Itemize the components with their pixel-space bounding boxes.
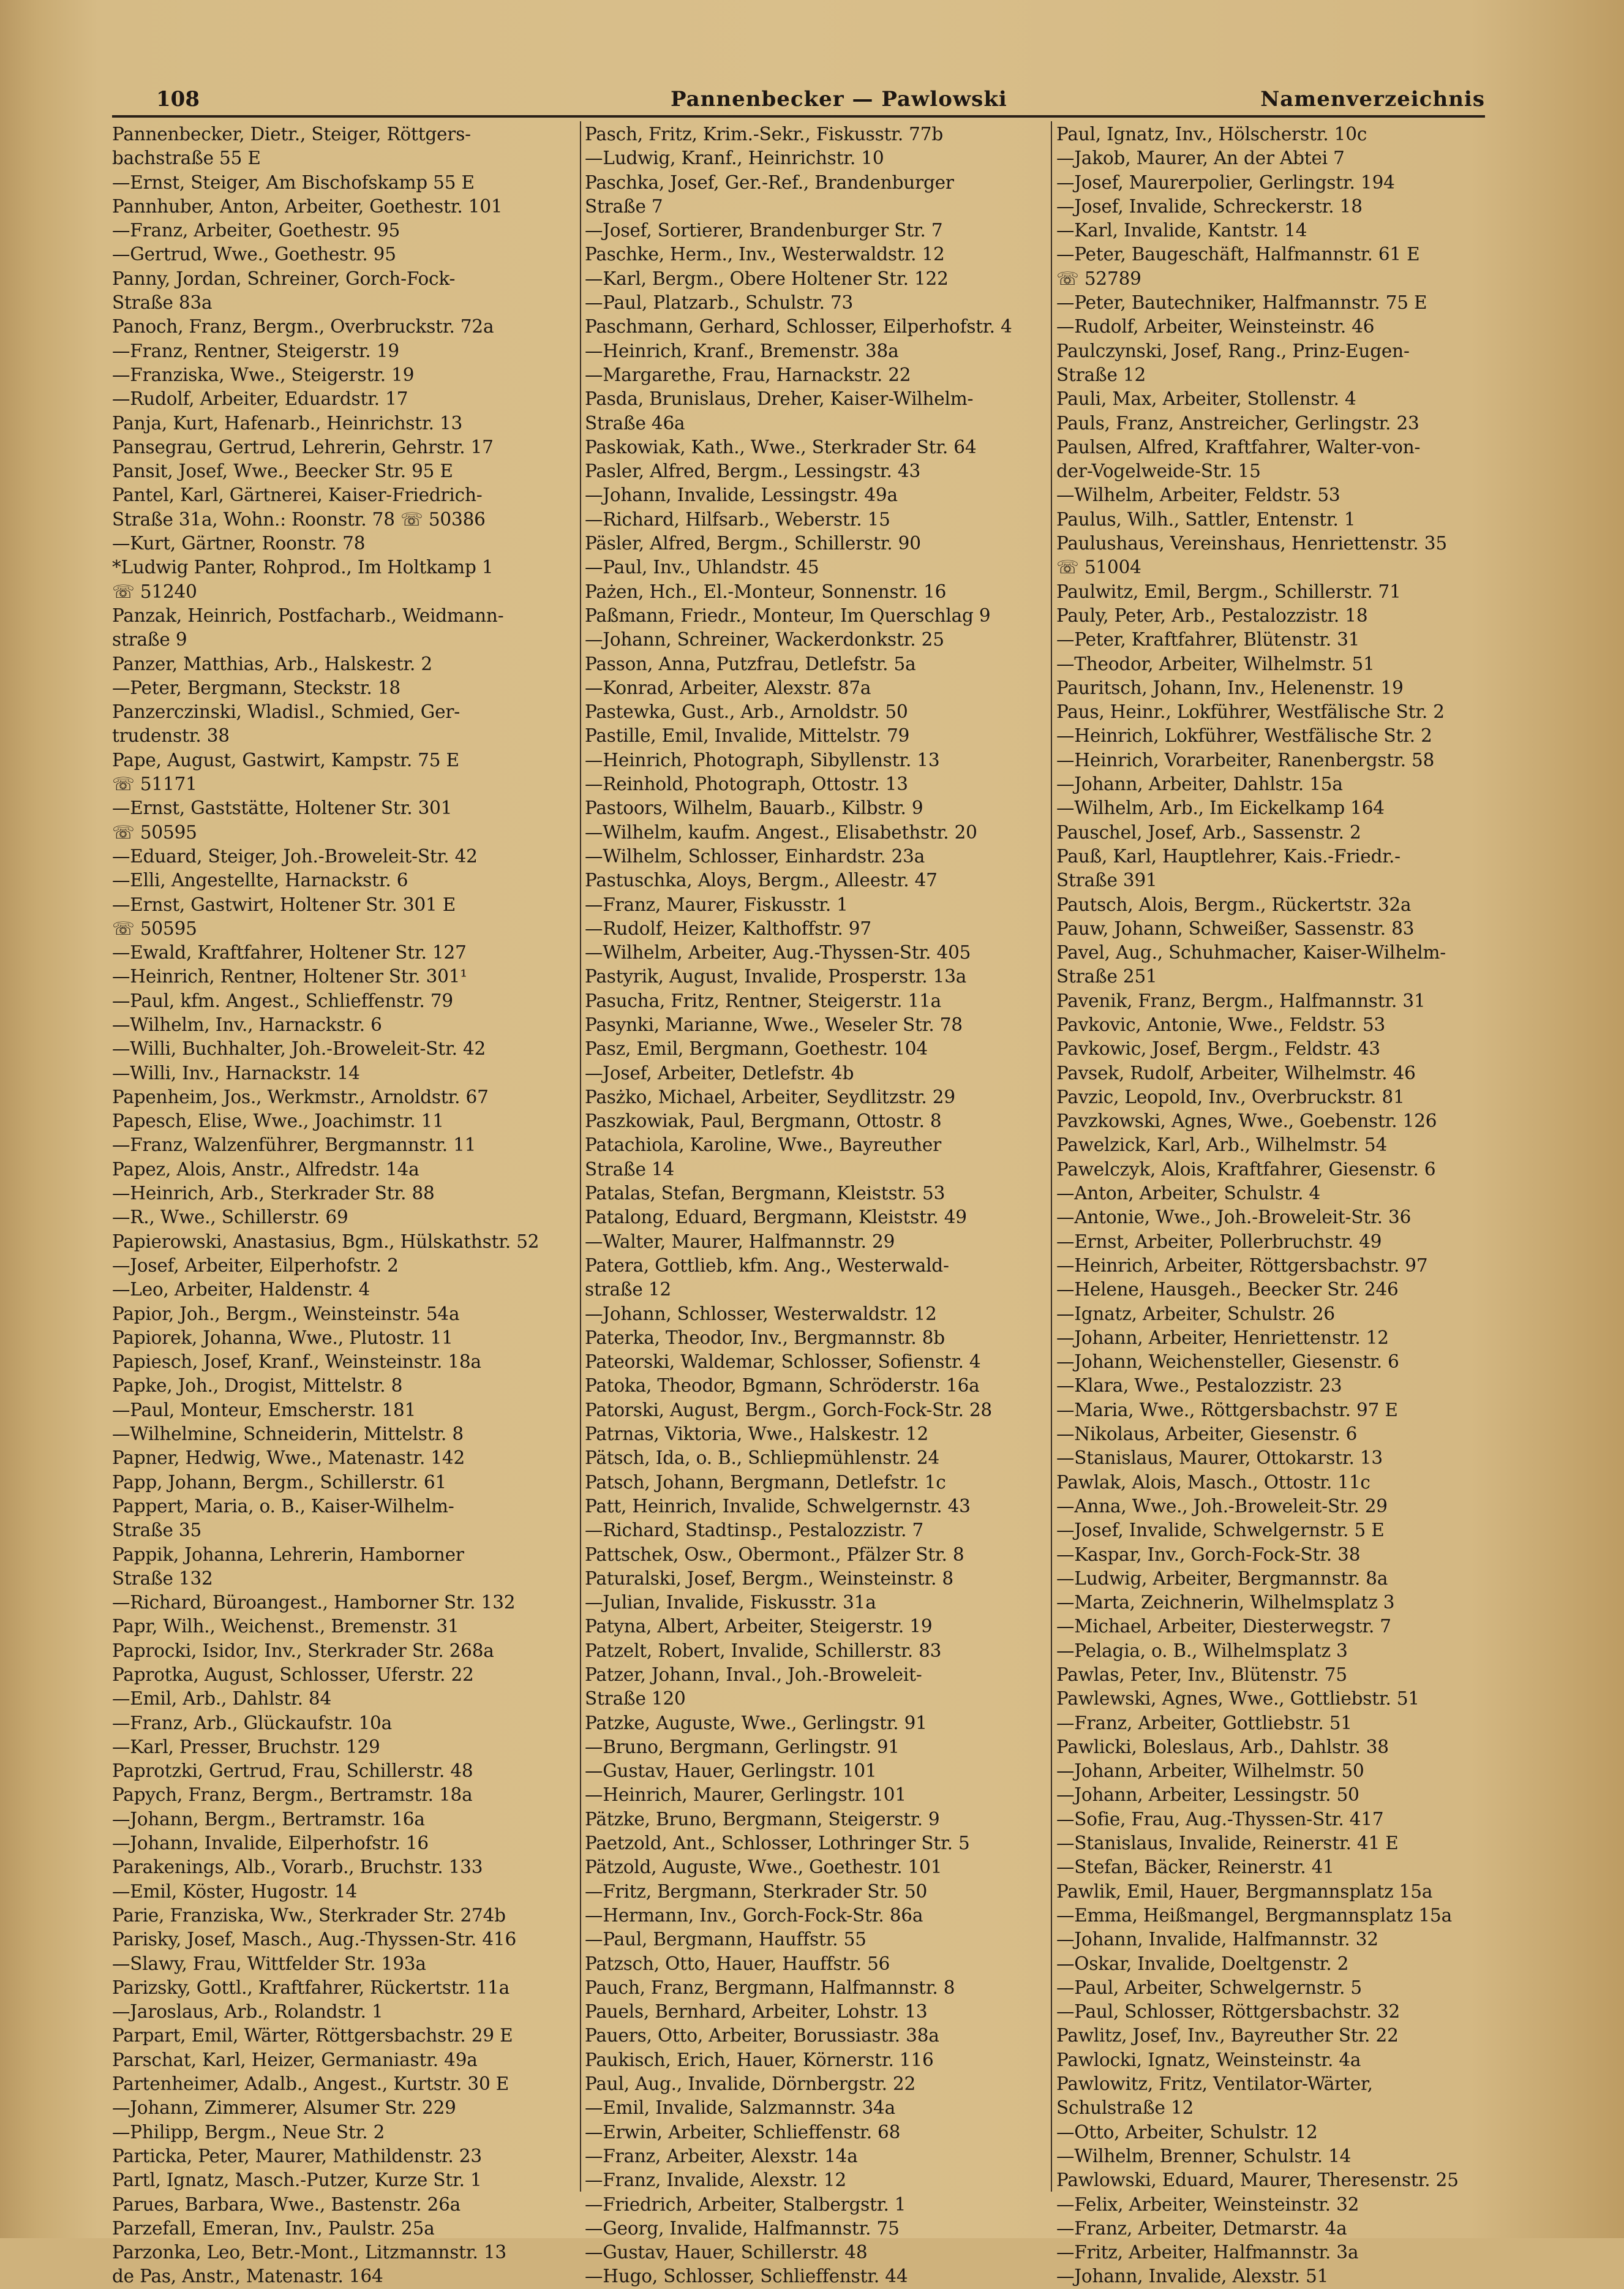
directory-entry: Pawlak, Alois, Masch., Ottostr. 11c xyxy=(1056,1471,1370,1493)
directory-entry: Päsler, Alfred, Bergm., Schillerstr. 90 xyxy=(585,533,921,554)
directory-entry: —Franz, Invalide, Alexstr. 12 xyxy=(585,2170,847,2191)
page-header xyxy=(156,85,1485,116)
directory-entry: —Franziska, Wwe., Steigerstr. 19 xyxy=(112,364,415,385)
directory-entry: Pastyrik, August, Invalide, Prosperstr. 13a xyxy=(585,966,967,987)
directory-entry: Pätsch, Ida, o. B., Schliepmühlenstr. 24 xyxy=(585,1447,940,1469)
directory-entry: Papior, Joh., Bergm., Weinsteinstr. 54a xyxy=(112,1303,460,1324)
directory-entry: Paulus, Wilh., Sattler, Entenstr. 1 xyxy=(1056,508,1356,530)
directory-entry: —Johann, Invalide, Eilperhofstr. 16 xyxy=(112,1833,429,1854)
directory-entry: Parie, Franziska, Ww., Sterkrader Str. 274b xyxy=(112,1904,506,1926)
directory-entry: —Antonie, Wwe., Joh.-Broweleit-Str. 36 xyxy=(1056,1207,1412,1228)
directory-entry: —Heinrich, Rentner, Holtener Str. 301¹ xyxy=(112,966,467,987)
directory-entry: Paschka, Josef, Ger.-Ref., Brandenburger xyxy=(585,172,954,193)
directory-entry: Papner, Hedwig, Wwe., Matenastr. 142 xyxy=(112,1447,465,1469)
directory-entry: Pastuschka, Aloys, Bergm., Alleestr. 47 xyxy=(585,870,938,891)
directory-entry: —Wilhelm, Brenner, Schulstr. 14 xyxy=(1056,2145,1351,2166)
directory-entry: —Stanislaus, Invalide, Reinerstr. 41 E xyxy=(1056,1833,1399,1854)
directory-entry: Pauers, Otto, Arbeiter, Borussiastr. 38a xyxy=(585,2025,939,2046)
directory-entry: —Walter, Maurer, Halfmannstr. 29 xyxy=(585,1231,895,1252)
directory-entry: —Reinhold, Photograph, Ottostr. 13 xyxy=(585,774,908,795)
directory-entry: —Ewald, Kraftfahrer, Holtener Str. 127 xyxy=(112,942,467,963)
directory-entry: ☏ 51240 xyxy=(112,581,197,602)
directory-entry: Pawlik, Emil, Hauer, Bergmannsplatz 15a xyxy=(1056,1880,1433,1902)
directory-entry: —Paul, Arbeiter, Schwelgernstr. 5 xyxy=(1056,1977,1363,1998)
directory-entry: der-Vogelweide-Str. 15 xyxy=(1056,461,1261,482)
directory-entry: —Josef, Maurerpolier, Gerlingstr. 194 xyxy=(1056,172,1395,193)
directory-entry: Paulczynski, Josef, Rang., Prinz-Eugen- xyxy=(1056,340,1410,361)
directory-entry: Pauls, Franz, Anstreicher, Gerlingstr. 23 xyxy=(1056,412,1419,434)
directory-entry: —Franz, Arbeiter, Alexstr. 14a xyxy=(585,2145,858,2166)
directory-entry: *Ludwig Panter, Rohprod., Im Holtkamp 1 xyxy=(112,557,494,578)
directory-entry: —Rudolf, Arbeiter, Eduardstr. 17 xyxy=(112,388,408,410)
directory-entry: —Anna, Wwe., Joh.-Broweleit-Str. 29 xyxy=(1056,1495,1388,1517)
directory-entry: —Georg, Invalide, Halfmannstr. 75 xyxy=(585,2217,900,2239)
directory-entry: Paulwitz, Emil, Bergm., Schillerstr. 71 xyxy=(1056,581,1401,602)
directory-entry: Parzonka, Leo, Betr.-Mont., Litzmannstr. 13 xyxy=(112,2242,506,2263)
directory-entry: —Ernst, Steiger, Am Bischofskamp 55 E xyxy=(112,172,475,193)
directory-entry: Straße 391 xyxy=(1056,870,1157,891)
directory-entry: Panoch, Franz, Bergm., Overbruckstr. 72a xyxy=(112,316,494,338)
directory-entry: —Philipp, Bergm., Neue Str. 2 xyxy=(112,2121,385,2143)
directory-entry: ☏ 50595 xyxy=(112,918,197,939)
directory-entry: Panzer, Matthias, Arb., Halskestr. 2 xyxy=(112,653,432,674)
directory-entry: Papp, Johann, Bergm., Schillerstr. 61 xyxy=(112,1471,447,1493)
column-2 xyxy=(585,123,1047,2287)
directory-entry: —Paul, Monteur, Emscherstr. 181 xyxy=(112,1399,416,1420)
directory-entry: —Ernst, Arbeiter, Pollerbruchstr. 49 xyxy=(1056,1231,1382,1252)
directory-entry: —Heinrich, Vorarbeiter, Ranenbergstr. 58 xyxy=(1056,749,1435,771)
directory-entry: Pavsek, Rudolf, Arbeiter, Wilhelmstr. 46 xyxy=(1056,1062,1416,1084)
directory-entry: —Franz, Arb., Glückaufstr. 10a xyxy=(112,1712,393,1733)
directory-entry: —Kurt, Gärtner, Roonstr. 78 xyxy=(112,533,366,554)
directory-entry: Paschke, Herm., Inv., Westerwaldstr. 12 xyxy=(585,244,945,265)
directory-entry: —Jaroslaus, Arb., Rolandstr. 1 xyxy=(112,2001,383,2023)
directory-entry: Pauch, Franz, Bergmann, Halfmannstr. 8 xyxy=(585,1977,955,1998)
directory-entry: —Wilhelm, Arbeiter, Feldstr. 53 xyxy=(1056,485,1340,506)
directory-entry: Paprocki, Isidor, Inv., Sterkrader Str. 268a xyxy=(112,1640,494,1661)
directory-entry: Pauschel, Josef, Arb., Sassenstr. 2 xyxy=(1056,821,1361,843)
directory-entry: Pasynki, Marianne, Wwe., Weseler Str. 78 xyxy=(585,1014,963,1035)
directory-entry: ☏ 50595 xyxy=(112,821,197,843)
header-rule xyxy=(112,115,1485,118)
directory-entry: Patzelt, Robert, Invalide, Schillerstr. 83 xyxy=(585,1640,942,1661)
directory-entry: Pätzke, Bruno, Bergmann, Steigerstr. 9 xyxy=(585,1808,940,1830)
column-divider xyxy=(1051,121,1052,2192)
directory-entry: —Nikolaus, Arbeiter, Giesenstr. 6 xyxy=(1056,1424,1358,1445)
directory-entry: —Anton, Arbeiter, Schulstr. 4 xyxy=(1056,1183,1321,1204)
directory-entry: Pasz, Emil, Bergmann, Goethestr. 104 xyxy=(585,1038,928,1060)
directory-entry: Paul, Ignatz, Inv., Hölscherstr. 10c xyxy=(1056,124,1367,145)
directory-entry: Partenheimer, Adalb., Angest., Kurtstr. 30 E xyxy=(112,2073,509,2095)
directory-entry: —Stefan, Bäcker, Reinerstr. 41 xyxy=(1056,1857,1334,1878)
directory-entry: Paprotka, August, Schlosser, Uferstr. 22 xyxy=(112,1664,474,1685)
directory-entry: Pavkowic, Josef, Bergm., Feldstr. 43 xyxy=(1056,1038,1380,1060)
directory-entry: trudenstr. 38 xyxy=(112,725,230,747)
directory-entry: Parschat, Karl, Heizer, Germaniastr. 49a xyxy=(112,2049,478,2070)
directory-entry: —Paul, Schlosser, Röttgersbachstr. 32 xyxy=(1056,2001,1400,2023)
directory-entry: —Gustav, Hauer, Gerlingstr. 101 xyxy=(585,1760,877,1782)
directory-entry: —Helene, Hausgeh., Beecker Str. 246 xyxy=(1056,1279,1399,1300)
directory-entry: Papych, Franz, Bergm., Bertramstr. 18a xyxy=(112,1784,473,1806)
directory-entry: —Heinrich, Arbeiter, Röttgersbachstr. 97 xyxy=(1056,1254,1428,1276)
directory-entry: —Stanislaus, Maurer, Ottokarstr. 13 xyxy=(1056,1447,1383,1469)
directory-entry: —Fritz, Bergmann, Sterkrader Str. 50 xyxy=(585,1880,928,1902)
directory-entry: —Ludwig, Kranf., Heinrichstr. 10 xyxy=(585,148,884,169)
directory-entry: Pauly, Peter, Arb., Pestalozzistr. 18 xyxy=(1056,605,1368,626)
directory-entry: —Sofie, Frau, Aug.-Thyssen-Str. 417 xyxy=(1056,1808,1384,1830)
directory-entry: —Ignatz, Arbeiter, Schulstr. 26 xyxy=(1056,1303,1335,1324)
directory-entry: —Heinrich, Photograph, Sibyllenstr. 13 xyxy=(585,749,940,771)
directory-entry: Pasucha, Fritz, Rentner, Steigerstr. 11a xyxy=(585,990,942,1011)
directory-entry: ☏ 51004 xyxy=(1056,557,1141,578)
directory-entry: Papke, Joh., Drogist, Mittelstr. 8 xyxy=(112,1375,403,1397)
directory-entry: Pavkovic, Antonie, Wwe., Feldstr. 53 xyxy=(1056,1014,1386,1035)
directory-entry: —Konrad, Arbeiter, Alexstr. 87a xyxy=(585,677,871,698)
directory-entry: —Paul, Bergmann, Hauffstr. 55 xyxy=(585,1929,867,1950)
directory-entry: —R., Wwe., Schillerstr. 69 xyxy=(112,1207,348,1228)
directory-entry: Parakenings, Alb., Vorarb., Bruchstr. 133 xyxy=(112,1857,483,1878)
directory-entry: Patsch, Johann, Bergmann, Detlefstr. 1c xyxy=(585,1471,946,1493)
directory-entry: —Margarethe, Frau, Harnackstr. 22 xyxy=(585,364,911,385)
directory-entry: Pawelzick, Karl, Arb., Wilhelmstr. 54 xyxy=(1056,1134,1388,1156)
directory-entry: Pawlicki, Boleslaus, Arb., Dahlstr. 38 xyxy=(1056,1736,1389,1757)
directory-entry: —Wilhelm, kaufm. Angest., Elisabethstr. 20 xyxy=(585,821,977,843)
directory-entry: Patrnas, Viktoria, Wwe., Halskestr. 12 xyxy=(585,1424,929,1445)
directory-entry: Pauels, Bernhard, Arbeiter, Lohstr. 13 xyxy=(585,2001,928,2023)
directory-entry: Paul, Aug., Invalide, Dörnbergstr. 22 xyxy=(585,2073,916,2095)
directory-entry: —Emil, Köster, Hugostr. 14 xyxy=(112,1880,358,1902)
directory-entry: —Paul, Platzarb., Schulstr. 73 xyxy=(585,292,854,314)
directory-entry: Papr, Wilh., Weichenst., Bremenstr. 31 xyxy=(112,1616,459,1637)
directory-entry: Pätzold, Auguste, Wwe., Goethestr. 101 xyxy=(585,1857,942,1878)
directory-entry: Pawlas, Peter, Inv., Blütenstr. 75 xyxy=(1056,1664,1347,1685)
directory-entry: —Franz, Arbeiter, Gottliebstr. 51 xyxy=(1056,1712,1352,1733)
directory-entry: —Bruno, Bergmann, Gerlingstr. 91 xyxy=(585,1736,900,1757)
directory-entry: Straße 83a xyxy=(112,292,212,314)
directory-entry: —Wilhelm, Arb., Im Eickelkamp 164 xyxy=(1056,798,1385,819)
directory-entry: —Emil, Arb., Dahlstr. 84 xyxy=(112,1688,332,1710)
directory-entry: Straße 7 xyxy=(585,195,663,217)
directory-entry: —Gertrud, Wwe., Goethestr. 95 xyxy=(112,244,396,265)
directory-entry: Pantel, Karl, Gärtnerei, Kaiser-Friedrich- xyxy=(112,485,483,506)
directory-entry: —Julian, Invalide, Fiskusstr. 31a xyxy=(585,1592,876,1613)
directory-entry: —Maria, Wwe., Röttgersbachstr. 97 E xyxy=(1056,1399,1398,1420)
directory-entry: —Otto, Arbeiter, Schulstr. 12 xyxy=(1056,2121,1318,2143)
directory-entry: —Peter, Kraftfahrer, Blütenstr. 31 xyxy=(1056,629,1360,650)
directory-entry: Pażen, Hch., El.-Monteur, Sonnenstr. 16 xyxy=(585,581,947,602)
directory-entry: Panny, Jordan, Schreiner, Gorch-Fock- xyxy=(112,268,456,289)
directory-entry: Straße 120 xyxy=(585,1688,686,1710)
directory-entry: —Slawy, Frau, Wittfelder Str. 193a xyxy=(112,1953,426,1974)
directory-entry: Pastille, Emil, Invalide, Mittelstr. 79 xyxy=(585,725,910,747)
directory-entry: Papesch, Elise, Wwe., Joachimstr. 11 xyxy=(112,1111,444,1132)
section-title: Namenverzeichnis xyxy=(1260,87,1485,111)
directory-entry: —Franz, Maurer, Fiskusstr. 1 xyxy=(585,894,848,915)
directory-entry: —Marta, Zeichnerin, Wilhelmsplatz 3 xyxy=(1056,1592,1395,1613)
directory-entry: Passon, Anna, Putzfrau, Detlefstr. 5a xyxy=(585,653,916,674)
directory-entry: —Wilhelmine, Schneiderin, Mittelstr. 8 xyxy=(112,1424,464,1445)
directory-entry: —Jakob, Maurer, An der Abtei 7 xyxy=(1056,148,1345,169)
directory-entry: —Rudolf, Arbeiter, Weinsteinstr. 46 xyxy=(1056,316,1375,338)
directory-entry: —Josef, Invalide, Schwelgernstr. 5 E xyxy=(1056,1520,1385,1541)
directory-entry: Patzsch, Otto, Hauer, Hauffstr. 56 xyxy=(585,1953,890,1974)
directory-entry: Parues, Barbara, Wwe., Bastenstr. 26a xyxy=(112,2193,461,2215)
directory-entry: —Wilhelm, Inv., Harnackstr. 6 xyxy=(112,1014,382,1035)
directory-entry: —Franz, Walzenführer, Bergmannstr. 11 xyxy=(112,1134,476,1156)
directory-entry: —Heinrich, Lokführer, Westfälische Str. 2 xyxy=(1056,725,1432,747)
directory-entry: —Elli, Angestellte, Harnackstr. 6 xyxy=(112,870,408,891)
directory-entry: —Heinrich, Arb., Sterkrader Str. 88 xyxy=(112,1183,435,1204)
directory-entry: Pawlitz, Josef, Inv., Bayreuther Str. 22 xyxy=(1056,2025,1399,2046)
directory-entry: Paturalski, Josef, Bergm., Weinsteinstr. 8 xyxy=(585,1567,953,1589)
directory-entry: Panzak, Heinrich, Postfacharb., Weidmann- xyxy=(112,605,504,626)
directory-entry: —Franz, Arbeiter, Goethestr. 95 xyxy=(112,220,400,241)
directory-entry: —Ernst, Gastwirt, Holtener Str. 301 E xyxy=(112,894,456,915)
directory-entry: —Johann, Arbeiter, Dahlstr. 15a xyxy=(1056,774,1343,795)
directory-entry: —Johann, Schreiner, Wackerdonkstr. 25 xyxy=(585,629,944,650)
directory-entry: Paetzold, Ant., Schlosser, Lothringer Str. 5 xyxy=(585,1833,970,1854)
directory-entry: Paulsen, Alfred, Kraftfahrer, Walter-von- xyxy=(1056,436,1421,458)
directory-entry: Papiesch, Josef, Kranf., Weinsteinstr. 18a xyxy=(112,1351,481,1373)
directory-entry: Particka, Peter, Maurer, Mathildenstr. 23 xyxy=(112,2145,482,2166)
directory-entry: Straße 251 xyxy=(1056,966,1157,987)
directory-entry: Pastoors, Wilhelm, Bauarb., Kilbstr. 9 xyxy=(585,798,923,819)
directory-entry: Straße 132 xyxy=(112,1567,213,1589)
directory-entry: Schulstraße 12 xyxy=(1056,2097,1194,2119)
directory-entry: Papierowski, Anastasius, Bgm., Hülskathstr. 52 xyxy=(112,1231,539,1252)
directory-entry: ☏ 52789 xyxy=(1056,268,1141,289)
directory-entry: Patzke, Auguste, Wwe., Gerlingstr. 91 xyxy=(585,1712,927,1733)
column-divider xyxy=(580,121,581,2192)
directory-entry: —Kaspar, Inv., Gorch-Fock-Str. 38 xyxy=(1056,1544,1361,1565)
directory-entry: —Willi, Buchhalter, Joh.-Broweleit-Str. 42 xyxy=(112,1038,486,1060)
directory-entry: Paulushaus, Vereinshaus, Henriettenstr. 35 xyxy=(1056,533,1447,554)
directory-entry: —Karl, Presser, Bruchstr. 129 xyxy=(112,1736,380,1757)
directory-entry: Paukisch, Erich, Hauer, Körnerstr. 116 xyxy=(585,2049,934,2070)
directory-entry: Straße 14 xyxy=(585,1158,675,1180)
directory-entry: ☏ 51171 xyxy=(112,774,197,795)
directory-entry: Pasżko, Michael, Arbeiter, Seydlitzstr. 29 xyxy=(585,1086,955,1107)
directory-entry: —Peter, Baugeschäft, Halfmannstr. 61 E xyxy=(1056,244,1420,265)
directory-entry: bachstraße 55 E xyxy=(112,148,261,169)
directory-entry: —Richard, Stadtinsp., Pestalozzistr. 7 xyxy=(585,1520,924,1541)
directory-entry: Patoka, Theodor, Bgmann, Schröderstr. 16a xyxy=(585,1375,980,1397)
directory-entry: Papenheim, Jos., Werkmstr., Arnoldstr. 67 xyxy=(112,1086,489,1107)
directory-entry: Panzerczinski, Wladisl., Schmied, Ger- xyxy=(112,701,461,723)
directory-entry: Pavzkowski, Agnes, Wwe., Goebenstr. 126 xyxy=(1056,1111,1437,1132)
directory-entry: —Oskar, Invalide, Doeltgenstr. 2 xyxy=(1056,1953,1349,1974)
directory-entry: —Johann, Arbeiter, Henriettenstr. 12 xyxy=(1056,1327,1389,1348)
directory-entry: —Johann, Invalide, Alexstr. 51 xyxy=(1056,2266,1329,2287)
directory-entry: —Johann, Zimmerer, Alsumer Str. 229 xyxy=(112,2097,456,2119)
directory-entry: —Hermann, Inv., Gorch-Fock-Str. 86a xyxy=(585,1904,923,1926)
directory-entry: Papiorek, Johanna, Wwe., Plutostr. 11 xyxy=(112,1327,453,1348)
directory-entry: —Hugo, Schlosser, Schlieffenstr. 44 xyxy=(585,2266,908,2287)
directory-entry: Patorski, August, Bergm., Gorch-Fock-Str. 28 xyxy=(585,1399,992,1420)
directory-entry: —Richard, Hilfsarb., Weberstr. 15 xyxy=(585,508,890,530)
directory-entry: Pawlowski, Eduard, Maurer, Theresenstr. 25 xyxy=(1056,2170,1459,2191)
directory-entry: —Peter, Bergmann, Steckstr. 18 xyxy=(112,677,400,698)
directory-entry: Patalong, Eduard, Bergmann, Kleiststr. 49 xyxy=(585,1207,967,1228)
directory-entry: —Erwin, Arbeiter, Schlieffenstr. 68 xyxy=(585,2121,901,2143)
directory-entry: Pavzic, Leopold, Inv., Overbruckstr. 81 xyxy=(1056,1086,1405,1107)
directory-entry: —Emil, Invalide, Salzmannstr. 34a xyxy=(585,2097,895,2119)
directory-entry: Pavel, Aug., Schuhmacher, Kaiser-Wilhelm- xyxy=(1056,942,1446,963)
directory-entry: Paprotzki, Gertrud, Frau, Schillerstr. 48 xyxy=(112,1760,473,1782)
directory-entry: —Wilhelm, Schlosser, Einhardstr. 23a xyxy=(585,845,925,867)
directory-entry: —Ernst, Gaststätte, Holtener Str. 301 xyxy=(112,798,453,819)
column-3 xyxy=(1056,123,1497,2287)
directory-entry: —Emma, Heißmangel, Bergmannsplatz 15a xyxy=(1056,1904,1452,1926)
column-1 xyxy=(112,123,574,2287)
directory-entry: —Friedrich, Arbeiter, Stalbergstr. 1 xyxy=(585,2193,906,2215)
directory-entry: —Johann, Arbeiter, Wilhelmstr. 50 xyxy=(1056,1760,1364,1782)
directory-entry: Pappert, Maria, o. B., Kaiser-Wilhelm- xyxy=(112,1495,454,1517)
directory-entry: Pavenik, Franz, Bergm., Halfmannstr. 31 xyxy=(1056,990,1426,1011)
directory-entry: Parzefall, Emeran, Inv., Paulstr. 25a xyxy=(112,2217,435,2239)
directory-entry: Pauw, Johann, Schweißer, Sassenstr. 83 xyxy=(1056,918,1415,939)
directory-entry: Paszkowiak, Paul, Bergmann, Ottostr. 8 xyxy=(585,1111,942,1132)
directory-entry: Patachiola, Karoline, Wwe., Bayreuther xyxy=(585,1134,942,1156)
directory-entry: Pansit, Josef, Wwe., Beecker Str. 95 E xyxy=(112,461,453,482)
directory-entry: —Heinrich, Kranf., Bremenstr. 38a xyxy=(585,340,899,361)
directory-entry: Paschmann, Gerhard, Schlosser, Eilperhofstr. 4 xyxy=(585,316,1012,338)
directory-entry: —Franz, Rentner, Steigerstr. 19 xyxy=(112,340,399,361)
directory-entry: Pawlewski, Agnes, Wwe., Gottliebstr. 51 xyxy=(1056,1688,1420,1710)
directory-entry: Pauß, Karl, Hauptlehrer, Kais.-Friedr.- xyxy=(1056,845,1400,867)
directory-entry: Pappik, Johanna, Lehrerin, Hamborner xyxy=(112,1544,464,1565)
directory-entry: —Johann, Schlosser, Westerwaldstr. 12 xyxy=(585,1303,937,1324)
directory-entry: Paßmann, Friedr., Monteur, Im Querschlag 9 xyxy=(585,605,991,626)
directory-entry: Pasda, Brunislaus, Dreher, Kaiser-Wilhelm- xyxy=(585,388,974,410)
directory-entry: Parizsky, Gottl., Kraftfahrer, Rückertstr. 11a xyxy=(112,1977,510,1998)
directory-entry: —Rudolf, Heizer, Kalthoffstr. 97 xyxy=(585,918,871,939)
directory-entry: Pauli, Max, Arbeiter, Stollenstr. 4 xyxy=(1056,388,1356,410)
directory-entry: Pateorski, Waldemar, Schlosser, Sofienstr. 4 xyxy=(585,1351,981,1373)
directory-entry: Panja, Kurt, Hafenarb., Heinrichstr. 13 xyxy=(112,412,463,434)
directory-entry: Paskowiak, Kath., Wwe., Sterkrader Str. 64 xyxy=(585,436,977,458)
directory-entry: —Theodor, Arbeiter, Wilhelmstr. 51 xyxy=(1056,653,1375,674)
directory-entry: —Josef, Sortierer, Brandenburger Str. 7 xyxy=(585,220,943,241)
directory-entry: —Johann, Invalide, Halfmannstr. 32 xyxy=(1056,1929,1378,1950)
directory-entry: Straße 46a xyxy=(585,412,685,434)
directory-entry: —Heinrich, Maurer, Gerlingstr. 101 xyxy=(585,1784,906,1806)
directory-entry: straße 9 xyxy=(112,629,187,650)
directory-entry: Pauritsch, Johann, Inv., Helenenstr. 19 xyxy=(1056,677,1404,698)
directory-entry: —Willi, Inv., Harnackstr. 14 xyxy=(112,1062,360,1084)
directory-entry: Paus, Heinr., Lokführer, Westfälische Str. 2 xyxy=(1056,701,1445,723)
directory-entry: Pattschek, Osw., Obermont., Pfälzer Str. 8 xyxy=(585,1544,964,1565)
directory-entry: —Johann, Weichensteller, Giesenstr. 6 xyxy=(1056,1351,1399,1373)
page-number: 108 xyxy=(156,87,200,111)
directory-entry: Straße 31a, Wohn.: Roonstr. 78 ☏ 50386 xyxy=(112,508,486,530)
directory-entry: Papez, Alois, Anstr., Alfredstr. 14a xyxy=(112,1158,419,1180)
directory-entry: Pannhuber, Anton, Arbeiter, Goethestr. 101 xyxy=(112,195,503,217)
directory-entry: Pautsch, Alois, Bergm., Rückertstr. 32a xyxy=(1056,894,1412,915)
directory-entry: —Wilhelm, Arbeiter, Aug.-Thyssen-Str. 405 xyxy=(585,942,971,963)
directory-entry: Pasch, Fritz, Krim.-Sekr., Fiskusstr. 77b xyxy=(585,124,943,145)
directory-entry: —Franz, Arbeiter, Detmarstr. 4a xyxy=(1056,2217,1347,2239)
directory-entry: de Pas, Anstr., Matenastr. 164 xyxy=(112,2266,383,2287)
directory-entry: —Josef, Arbeiter, Detlefstr. 4b xyxy=(585,1062,854,1084)
directory-entry: Straße 12 xyxy=(1056,364,1146,385)
running-head: Pannenbecker — Pawlowski xyxy=(671,87,1007,111)
directory-entry: —Ludwig, Arbeiter, Bergmannstr. 8a xyxy=(1056,1567,1388,1589)
directory-entry: —Pelagia, o. B., Wilhelmsplatz 3 xyxy=(1056,1640,1348,1661)
directory-entry: —Josef, Invalide, Schreckerstr. 18 xyxy=(1056,195,1363,217)
directory-entry: Patyna, Albert, Arbeiter, Steigerstr. 19 xyxy=(585,1616,933,1637)
directory-entry: Pannenbecker, Dietr., Steiger, Röttgers- xyxy=(112,124,471,145)
directory-entry: —Eduard, Steiger, Joh.-Broweleit-Str. 42 xyxy=(112,845,478,867)
directory-entry: —Karl, Invalide, Kantstr. 14 xyxy=(1056,220,1307,241)
directory-entry: —Josef, Arbeiter, Eilperhofstr. 2 xyxy=(112,1254,399,1276)
directory-entry: —Klara, Wwe., Pestalozzistr. 23 xyxy=(1056,1375,1342,1397)
directory-entry: Straße 35 xyxy=(112,1520,202,1541)
directory-entry: —Leo, Arbeiter, Haldenstr. 4 xyxy=(112,1279,370,1300)
directory-entry: —Johann, Bergm., Bertramstr. 16a xyxy=(112,1808,425,1830)
directory-entry: Patzer, Johann, Inval., Joh.-Broweleit- xyxy=(585,1664,922,1685)
directory-entry: —Michael, Arbeiter, Diesterwegstr. 7 xyxy=(1056,1616,1391,1637)
directory-entry: —Paul, kfm. Angest., Schlieffenstr. 79 xyxy=(112,990,453,1011)
directory-entry: —Gustav, Hauer, Schillerstr. 48 xyxy=(585,2242,868,2263)
directory-entry: Pape, August, Gastwirt, Kampstr. 75 E xyxy=(112,749,459,771)
directory-entry: Pawlocki, Ignatz, Weinsteinstr. 4a xyxy=(1056,2049,1361,2070)
directory-entry: Partl, Ignatz, Masch.-Putzer, Kurze Str. 1 xyxy=(112,2170,482,2191)
directory-entry: straße 12 xyxy=(585,1279,671,1300)
directory-entry: —Johann, Arbeiter, Lessingstr. 50 xyxy=(1056,1784,1359,1806)
directory-entry: Pansegrau, Gertrud, Lehrerin, Gehrstr. 17 xyxy=(112,436,494,458)
directory-entry: Parpart, Emil, Wärter, Röttgersbachstr. 29 E xyxy=(112,2025,513,2046)
directory-entry: —Fritz, Arbeiter, Halfmannstr. 3a xyxy=(1056,2242,1359,2263)
directory-entry: —Richard, Büroangest., Hamborner Str. 132 xyxy=(112,1592,516,1613)
directory-entry: —Johann, Invalide, Lessingstr. 49a xyxy=(585,485,898,506)
directory-entry: Pawelczyk, Alois, Kraftfahrer, Giesenstr. 6 xyxy=(1056,1158,1436,1180)
directory-entry: Pasler, Alfred, Bergm., Lessingstr. 43 xyxy=(585,461,921,482)
directory-entry: —Karl, Bergm., Obere Holtener Str. 122 xyxy=(585,268,949,289)
directory-entry: —Paul, Inv., Uhlandstr. 45 xyxy=(585,557,819,578)
directory-entry: Patera, Gottlieb, kfm. Ang., Westerwald- xyxy=(585,1254,949,1276)
directory-entry: Pastewka, Gust., Arb., Arnoldstr. 50 xyxy=(585,701,908,723)
directory-entry: —Felix, Arbeiter, Weinsteinstr. 32 xyxy=(1056,2193,1359,2215)
directory-entry: Patt, Heinrich, Invalide, Schwelgernstr. 43 xyxy=(585,1495,971,1517)
directory-entry: —Peter, Bautechniker, Halfmannstr. 75 E xyxy=(1056,292,1427,314)
directory-entry: Pawlowitz, Fritz, Ventilator-Wärter, xyxy=(1056,2073,1373,2095)
directory-entry: Paterka, Theodor, Inv., Bergmannstr. 8b xyxy=(585,1327,945,1348)
directory-entry: Parisky, Josef, Masch., Aug.-Thyssen-Str. 416 xyxy=(112,1929,517,1950)
directory-entry: Patalas, Stefan, Bergmann, Kleiststr. 53 xyxy=(585,1183,945,1204)
